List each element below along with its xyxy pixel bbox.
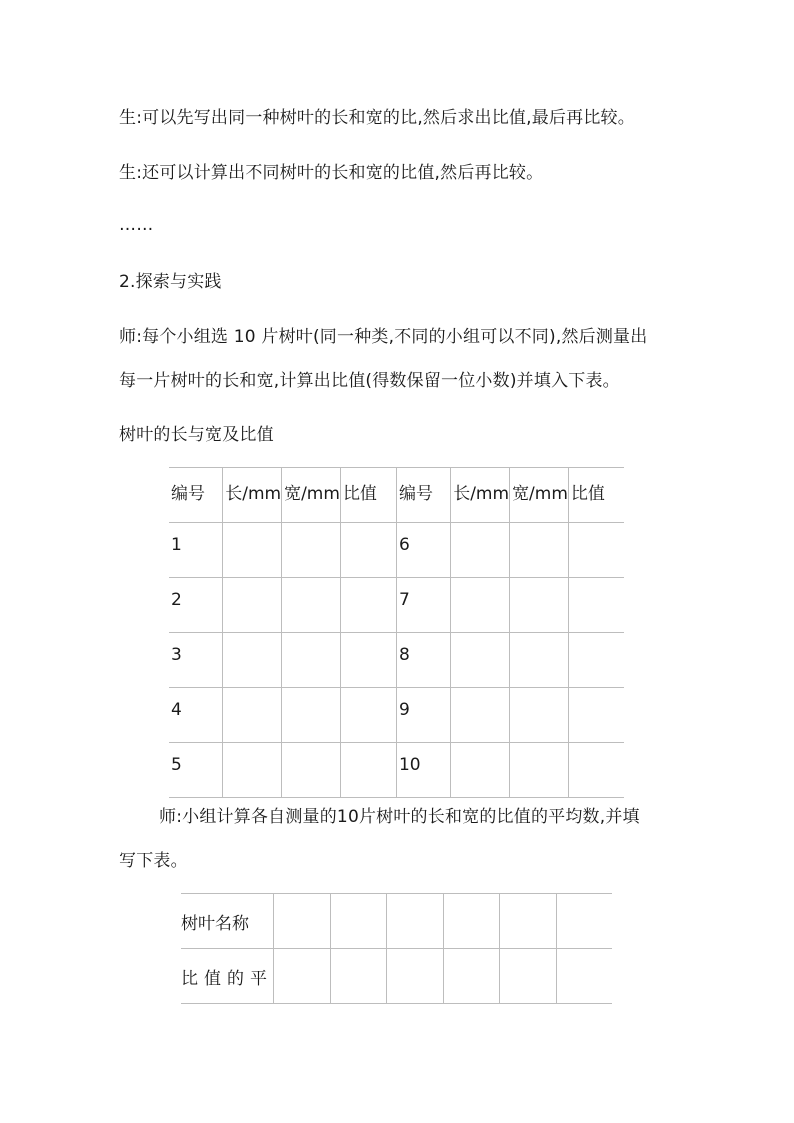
width-cell[interactable] [510,688,569,743]
table-row [169,633,624,688]
table-row [169,688,624,743]
leaf-name-cell[interactable] [443,894,500,949]
header-ratio: 比值 [340,468,396,523]
ratio-average-cell[interactable] [443,949,500,1004]
table-row [169,523,624,578]
ratio-cell[interactable] [340,688,396,743]
row-number: 8 [396,633,450,688]
leaf-name-cell[interactable] [274,894,331,949]
length-cell[interactable] [223,578,282,633]
header-width: 宽/mm [282,468,341,523]
row-number: 2 [169,578,223,633]
width-cell[interactable] [282,743,341,798]
row-number: 5 [169,743,223,798]
ratio-cell[interactable] [568,578,624,633]
length-cell[interactable] [223,688,282,743]
leaf-name-cell[interactable] [330,894,387,949]
width-cell[interactable] [282,523,341,578]
width-cell[interactable] [282,633,341,688]
length-cell[interactable] [223,523,282,578]
ratio-average-label: 比值的平 [181,949,274,1004]
paragraph-student-2: 生:还可以计算出不同树叶的长和宽的比值,然后再比较。 [119,163,544,183]
ratio-average-cell[interactable] [500,949,557,1004]
row-number: 6 [396,523,450,578]
header-ratio: 比值 [568,468,624,523]
header-number: 编号 [396,468,450,523]
header-length: 长/mm [223,468,282,523]
ratio-cell[interactable] [568,633,624,688]
ratio-cell[interactable] [568,523,624,578]
ratio-cell[interactable] [568,743,624,798]
table-row [169,743,624,798]
ratio-cell[interactable] [340,578,396,633]
row-number: 3 [169,633,223,688]
ratio-average-cell[interactable] [274,949,331,1004]
ratio-average-cell[interactable] [330,949,387,1004]
width-cell[interactable] [282,688,341,743]
width-cell[interactable] [282,578,341,633]
paragraph-teacher-2-line-1: 师:小组计算各自测量的10片树叶的长和宽的比值的平均数,并填 [159,807,640,827]
row-number: 1 [169,523,223,578]
leaf-name-cell[interactable] [500,894,557,949]
paragraph-teacher-1-line-2: 每一片树叶的长和宽,计算出比值(得数保留一位小数)并填入下表。 [119,371,620,391]
table-row [181,949,612,1004]
row-number: 9 [396,688,450,743]
width-cell[interactable] [510,523,569,578]
length-cell[interactable] [451,523,510,578]
table-row [181,894,612,949]
header-length: 长/mm [451,468,510,523]
ratio-average-cell[interactable] [387,949,444,1004]
width-cell[interactable] [510,578,569,633]
paragraph-student-1: 生:可以先写出同一种树叶的长和宽的比,然后求出比值,最后再比较。 [119,108,635,128]
length-cell[interactable] [223,633,282,688]
leaf-name-cell[interactable] [556,894,612,949]
width-cell[interactable] [510,743,569,798]
leaf-name-cell[interactable] [387,894,444,949]
length-cell[interactable] [451,688,510,743]
leaf-ratio-average-table [181,893,612,1004]
paragraph-teacher-1-line-1: 师:每个小组选 10 片树叶(同一种类,不同的小组可以不同),然后测量出 [119,327,648,347]
ratio-cell[interactable] [340,743,396,798]
length-cell[interactable] [451,633,510,688]
length-cell[interactable] [451,743,510,798]
leaf-measurement-table [169,467,624,798]
length-cell[interactable] [451,578,510,633]
ratio-cell[interactable] [340,523,396,578]
paragraph-teacher-2-line-2: 写下表。 [119,851,188,871]
leaf-name-label: 树叶名称 [181,894,274,949]
row-number: 7 [396,578,450,633]
table-header-row [169,468,624,523]
width-cell[interactable] [510,633,569,688]
ratio-cell[interactable] [340,633,396,688]
row-number: 4 [169,688,223,743]
table-row [169,578,624,633]
ratio-cell[interactable] [568,688,624,743]
length-cell[interactable] [223,743,282,798]
header-number: 编号 [169,468,223,523]
section-title: 2.探索与实践 [119,272,222,292]
table-caption: 树叶的长与宽及比值 [119,425,274,445]
header-width: 宽/mm [510,468,569,523]
ratio-average-cell[interactable] [556,949,612,1004]
ellipsis: …… [119,215,154,235]
row-number: 10 [396,743,450,798]
